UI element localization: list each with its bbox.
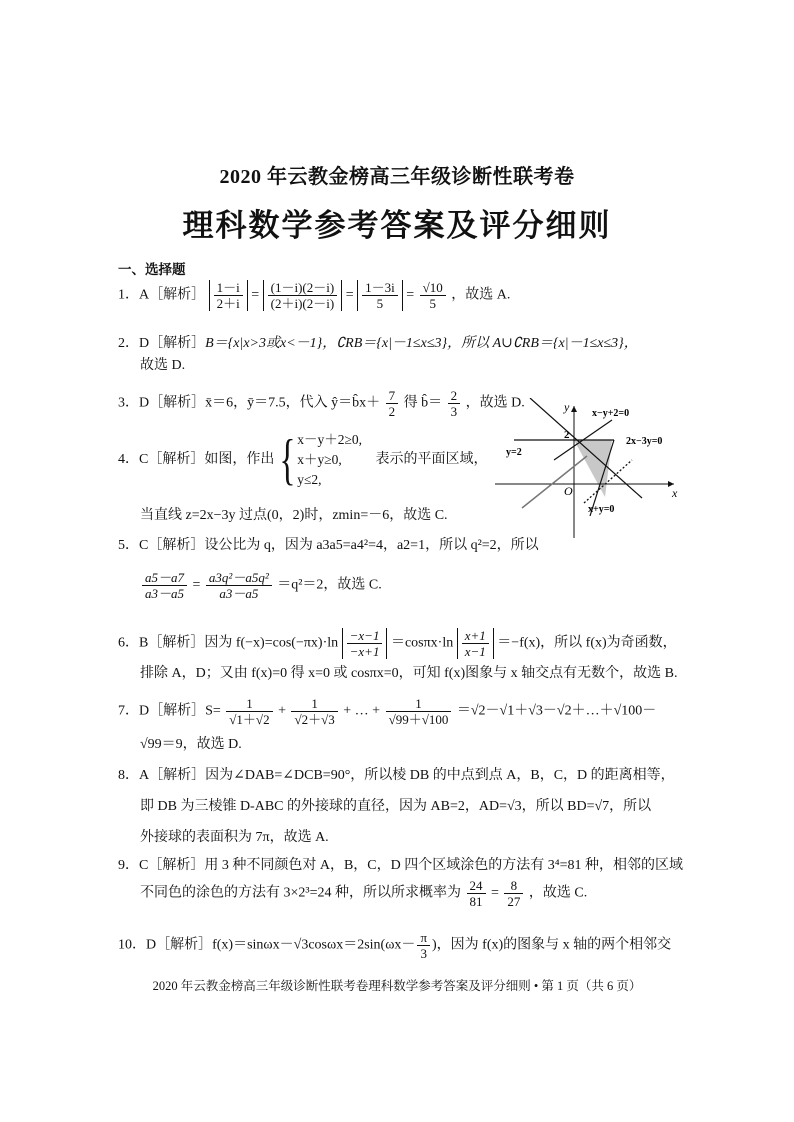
q1-f2-den: (2＋i)(2－i) (270, 296, 335, 311)
q4-ineq-1: x－y＋2≥0, (297, 432, 363, 447)
q10-f-den: 3 (420, 946, 427, 961)
q3-head: 3．D［解析］ (118, 395, 206, 411)
q4-line2: 当直线 z=2x−3y 过点(0，2)时，zmin=－6，故选 C. (140, 508, 448, 523)
q4-system (297, 430, 362, 490)
q4-head: 4．C［解析］如图，作出 (118, 452, 275, 467)
q9-tail: ，故选 C. (528, 885, 588, 901)
question-6 (118, 628, 677, 659)
q1-tail: ，故选 A. (451, 287, 511, 303)
q3-f2-den: 3 (450, 404, 458, 419)
q5-f2-num: a3q²－a5q² (206, 570, 272, 586)
q2-tail: 故选 D. (140, 358, 186, 373)
q1-f4-num: √10 (420, 280, 446, 296)
q3-f1-den: 2 (388, 404, 396, 419)
question-5: 5．C［解析］设公比为 q，因为 a3a5=a4²=4，a2=1，所以 q²=2，所以 (118, 538, 539, 553)
feasible-region (574, 440, 612, 497)
q1-f1-num: 1－i (214, 280, 243, 296)
q6-mid: ＝cosπx·ln (390, 635, 454, 651)
q9-line2-text: 不同色的涂色的方法有 3×2³=24 种，所以所求概率为 (140, 885, 461, 901)
q10-tail: )，因为 f(x)的图象与 x 轴的两个相邻交 (432, 937, 672, 953)
question-9: 9．C［解析］用 3 种不同颜色对 A，B，C，D 四个区域涂色的方法有 3⁴=81 种，相邻的区域 (118, 858, 684, 873)
x-axis-label: x (672, 486, 678, 500)
q9-f1-num: 24 (467, 878, 486, 894)
q4-tail: 表示的平面区域， (375, 452, 488, 467)
q7-head: 7．D［解析］S= (118, 703, 221, 719)
q1-f3-den: 5 (376, 296, 384, 311)
q5-line2: $\frac{a5-a7}{a3-a5}$ = $\frac{\text{a3q²－a5q²}}{a3-a5}$ ＝q²＝2，故选 C. (140, 570, 382, 601)
q6-f2-num: x+1 (462, 628, 489, 644)
q9-f2-num: 8 (504, 878, 523, 894)
question-10 (118, 930, 671, 961)
q6-line2: 排除 A，D；又由 f(x)=0 得 x=0 或 cosπx=0，可知 f(x)图象与 x 轴交点有无数个，故选 B. (140, 666, 678, 681)
q1-f4-den: 5 (429, 296, 436, 311)
q1-abs-2 (263, 280, 343, 311)
q10-head: 10．D［解析］f(x)＝sinωx－√3cosωx＝2sin(ωx－ (118, 937, 416, 953)
q8-line3: 外接球的表面积为 7π，故选 A. (140, 830, 329, 845)
q9-line2: 不同色的涂色的方法有 3×2³=24 种，所以所求概率为 $\frac{24}{81}$ = $\frac{8}{27}$ ，故选 C. (140, 878, 588, 909)
q6-f2-den: x−1 (464, 644, 486, 659)
q1-f2-num: (1－i)(2－i) (268, 280, 338, 296)
q1-abs-3 (357, 280, 403, 311)
q6-f1-den: −x+1 (349, 644, 380, 659)
q7-f1-num: 1 (226, 696, 272, 712)
q1-head: 1．A［解析］ (118, 287, 206, 303)
q6-f1-num: −x−1 (347, 628, 383, 644)
section-heading: 一、选择题 (118, 262, 186, 277)
q9-f1-den: 81 (469, 894, 483, 909)
q10-f-num: π (417, 930, 430, 946)
q4-ineq-3: y≤2, (297, 472, 322, 487)
q7-f1-den: √1＋√2 (229, 712, 270, 727)
line-label-2: 2x−3y=0 (626, 436, 663, 447)
question-1: 1．A［解析］ $\frac{1-i}{2+i}$ = $\frac{(1-i)(2-i)}{(2+i)(2-i)}$ = $\frac{1-3i}{5}$ = $\frac{√10}{5}$ ，故选 A. (118, 280, 511, 311)
q3-tail: ，故选 D. (465, 395, 525, 411)
q7-line2: √99＝9，故选 D. (140, 737, 242, 752)
q5-tail: ＝q²＝2，故选 C. (277, 577, 382, 593)
q5-f1-num: a5－a7 (142, 570, 187, 586)
question-2 (118, 334, 638, 354)
line-2x-3y-shifted (522, 456, 587, 508)
q7-f2-den: √2＋√3 (294, 712, 335, 727)
q6-tail: ＝−f(x)，所以 f(x)为奇函数， (497, 635, 677, 651)
origin-label: O (564, 484, 573, 498)
y-axis-label: y (564, 400, 570, 414)
q4-brace: { (279, 429, 296, 491)
line-label-3: y=2 (506, 447, 522, 458)
q7-f3-num: 1 (386, 696, 452, 712)
page-footer: 2020 年云教金榜高三年级诊断性联考卷理科数学参考答案及评分细则 • 第 1 页（共 6 页） (152, 979, 642, 993)
region-graph (492, 398, 682, 543)
line-label-4: x+y=0 (588, 504, 615, 515)
q2-body: B＝{x|x>3或x<－1}，∁RB＝{x|－1≤x≤3}，所以 A∪∁RB＝{x|－1≤x≤3}， (205, 336, 638, 351)
q7-tail: ＝√2－√1＋√3－√2＋…＋√100－ (456, 703, 657, 719)
q5-f2-den: a3－a5 (219, 586, 259, 601)
exam-title: 2020 年云教金榜高三年级诊断性联考卷 (219, 166, 575, 188)
q7-f2-num: 1 (291, 696, 337, 712)
page-title: 理科数学参考答案及评分细则 (182, 208, 612, 243)
q4-ineq-2: x＋y≥0, (297, 452, 342, 467)
question-4 (118, 430, 488, 490)
q3-mid: 得 b̂＝ (403, 395, 443, 411)
q1-f1-den: 2＋i (216, 296, 240, 311)
q7-f3-den: √99＋√100 (388, 712, 449, 727)
q1-f3-num: 1－3i (362, 280, 398, 296)
question-7: 7．D［解析］S= $\frac{1}{√1+√2}$ + $\frac{1}{√2+√3}$ + … + $\frac{1}{√99+√100}$ ＝√2－√1＋√3－√2＋…＋√100－ (118, 696, 657, 727)
q3-f1-num: 7 (386, 388, 399, 404)
q3-f2-num: 2 (448, 388, 461, 404)
question-8: 8．A［解析］因为∠DAB=∠DCB=90°，所以棱 DB 的中点到点 A，B，C，D 的距离相等， (118, 768, 675, 783)
tick-2-label: 2 (564, 429, 570, 441)
q6-head: 6．B［解析］因为 f(−x)=cos(−πx)·ln (118, 635, 339, 651)
question-3 (118, 388, 525, 419)
y-axis-arrow (571, 406, 577, 412)
q2-head: 2．D［解析］ (118, 336, 206, 351)
q3-body: x̄＝6，ȳ＝7.5，代入 ŷ＝b̂x＋ (205, 395, 381, 411)
q1-abs-1 (209, 280, 248, 311)
q9-f2-den: 27 (507, 894, 521, 909)
q5-f1-den: a3－a5 (145, 586, 185, 601)
q8-line2: 即 DB 为三棱锥 D-ABC 的外接球的直径，因为 AB=2，AD=√3，所以 BD=√7，所以 (140, 799, 652, 814)
line-label-1: x−y+2=0 (592, 408, 630, 419)
